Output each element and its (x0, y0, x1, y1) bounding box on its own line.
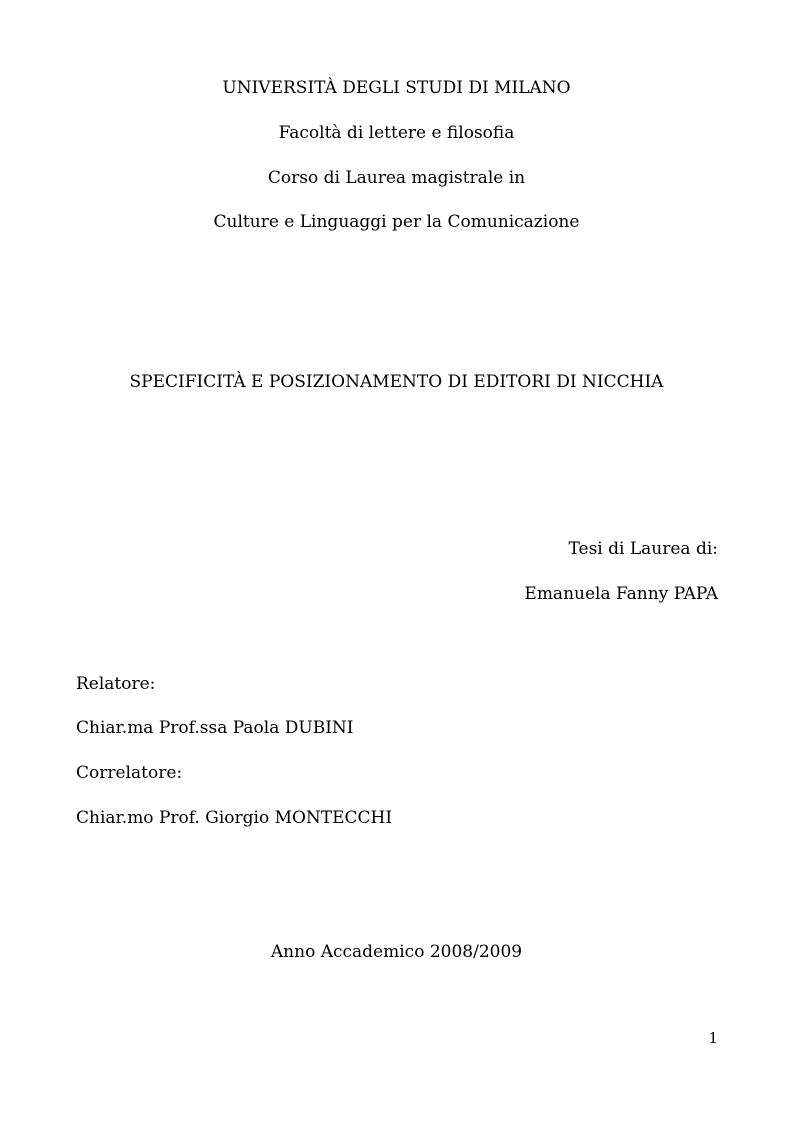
thesis-title: SPECIFICITÀ E POSIZIONAMENTO DI EDITORI DI NICCHIA (129, 372, 664, 392)
correlatore-label: Correlatore: (76, 763, 183, 783)
university-name: UNIVERSITÀ DEGLI STUDI DI MILANO (222, 78, 571, 98)
relatore-name: Chiar.ma Prof.ssa Paola DUBINI (76, 718, 354, 738)
academic-year: Anno Accademico 2008/2009 (270, 942, 523, 962)
page-number: 1 (708, 1029, 718, 1047)
author-name: Emanuela Fanny PAPA (524, 584, 718, 604)
course-line-2: Culture e Linguaggi per la Comunicazione (213, 212, 580, 232)
course-line-1: Corso di Laurea magistrale in (267, 168, 526, 188)
correlatore-name: Chiar.mo Prof. Giorgio MONTECCHI (76, 808, 393, 828)
relatore-label: Relatore: (76, 674, 156, 694)
author-label: Tesi di Laurea di: (568, 539, 718, 559)
faculty-name: Facoltà di lettere e filosofia (278, 123, 515, 143)
